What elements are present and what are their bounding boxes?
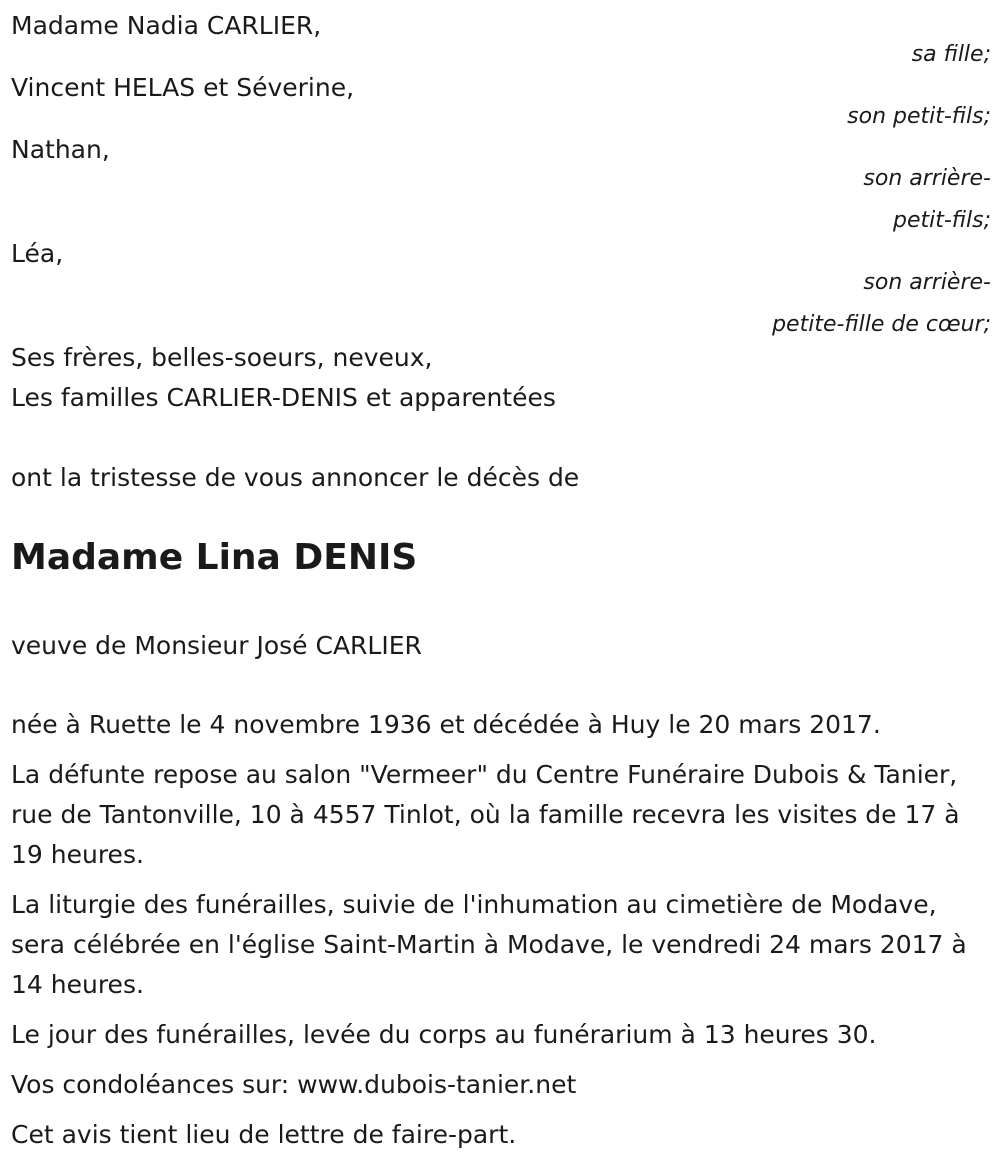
family-member-relation	[847, 96, 991, 138]
family-member-name: Nathan,	[11, 135, 110, 164]
details	[11, 705, 991, 1155]
condolences-text: Vos condoléances sur: www.dubois-tanier.net	[11, 1070, 577, 1099]
relation-line: son arrière-	[863, 270, 991, 295]
relation-line: petite-fille de cœur;	[772, 312, 991, 337]
relatives-line: Les familles CARLIER-DENIS et apparentées	[11, 383, 556, 412]
relation-line: son petit-fils;	[847, 104, 991, 129]
resting-place-text: La défunte repose au salon "Vermeer" du Centre Funéraire Dubois & Tanier, rue de Tantonville, 10 à 4557 Tinlot, où la famille recevra les visites de 17 à 19 heures.	[11, 760, 960, 869]
funeral-service-text: La liturgie des funérailles, suivie de l'inhumation au cimetière de Modave, sera célébrée en l'église Saint-Martin à Modave, le vendredi 24 mars 2017 à 14 heures.	[11, 890, 967, 999]
departure-text: Le jour des funérailles, levée du corps au funérarium à 13 heures 30.	[11, 1020, 877, 1049]
family-member-relation	[912, 34, 991, 76]
relation-line: petit-fils;	[892, 208, 991, 233]
relatives-line: Ses frères, belles-soeurs, neveux,	[11, 343, 433, 372]
family-member-name: Léa,	[11, 239, 64, 268]
notice-text: Cet avis tient lieu de lettre de faire-part.	[11, 1120, 517, 1149]
birth-death-text: née à Ruette le 4 novembre 1936 et décédée à Huy le 20 mars 2017.	[11, 710, 881, 739]
announcement-text: ont la tristesse de vous annoncer le décès de	[11, 463, 580, 492]
family-member-name: Vincent HELAS et Séverine,	[11, 73, 355, 102]
other-relatives	[11, 338, 991, 418]
family-member-name: Madame Nadia CARLIER,	[11, 11, 322, 40]
family-member-relation	[772, 262, 991, 346]
deceased-name: Madame Lina DENIS	[11, 537, 418, 578]
widow-of-text: veuve de Monsieur José CARLIER	[11, 631, 422, 660]
family-member-relation	[863, 158, 991, 242]
relation-line: son arrière-	[863, 166, 991, 191]
relation-line: sa fille;	[911, 42, 991, 67]
